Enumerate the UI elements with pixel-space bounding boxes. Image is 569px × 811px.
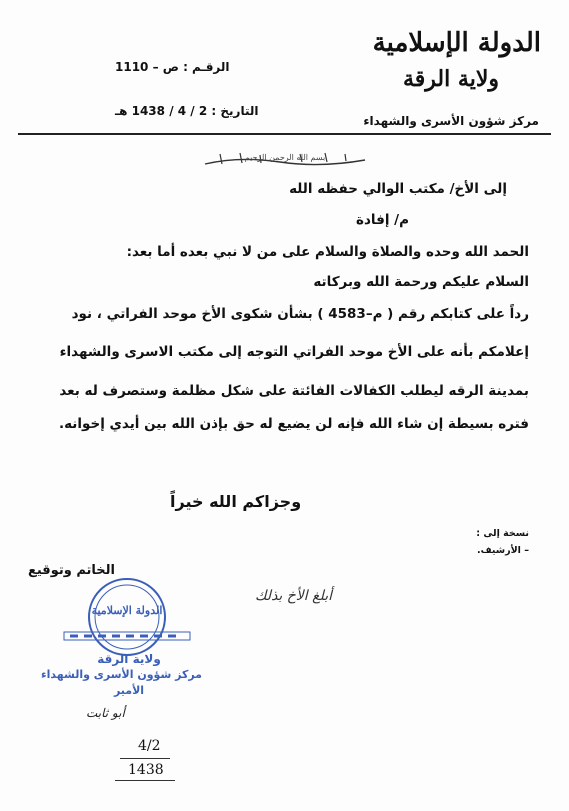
seal-province-text: ولاية الرقة [97,652,161,666]
official-seal-stamp [41,572,202,722]
letterhead-logo-province: ولاية الرقة [402,66,499,92]
letter-line: رداً على كتابكم رقم ( م–4583 ) بشأن شكوى الأخ موحد الفراتي ، نود [71,306,529,322]
handwritten-note: أبلغ الأخ بذلك [255,588,332,604]
letterhead-center-name: مركز شؤون الأسرى والشهداء [363,114,539,128]
letterhead-logo-state: الدولة الإسلامية [372,28,541,58]
letter-subject: م/ إفادة [356,212,409,228]
document-date: التاريخ : 2 / 4 / 1438 هـ [115,104,259,118]
handwritten-date-underline [115,780,175,781]
copy-to-label: نسخة إلى : [476,528,529,539]
svg-text:بسم الله الرحمن الرحيم: بسم الله الرحمن الرحيم [244,153,326,162]
seal-center-text: مركز شؤون الأسرى والشهداء [41,668,202,681]
seal-signature-label: الخاتم وتوقيع [28,563,116,578]
header-divider [18,133,551,135]
letter-line: إعلامكم بأنه على الأخ موحد الفراتي التوجه إلى مكتب الاسرى والشهداء [59,344,529,360]
letter-closing: وجزاكم الله خيراً [170,492,302,511]
handwritten-date-underline [120,758,170,759]
reference-number: الرقـم : ص – 1110 [115,60,230,74]
handwritten-date-year: 1438 [128,762,164,778]
letter-line: السلام عليكم ورحمة الله وبركاته [313,274,529,290]
svg-text:الدولة الإسلامية: الدولة الإسلامية [91,604,163,617]
handwritten-seal-signature: أبو ثابت [86,706,125,720]
letter-line: فتره بسيطة إن شاء الله فإنه لن يضيع له حق بإذن الله بين أيدي إخوانه. [58,416,529,432]
letter-addressee: إلى الأخ/ مكتب الوالي حفظه الله [289,181,507,197]
basmala-calligraphy [200,148,370,170]
letter-line: بمدينة الرقه ليطلب الكفالات الفائتة على شكل مظلمة وستصرف له بعد [59,383,529,399]
handwritten-date-day-month: 4/2 [138,738,161,754]
copy-to-item: – الأرشيف. [477,545,529,556]
letter-line: الحمد الله وحده والصلاة والسلام على من لا نبي بعده أما بعد: [126,244,529,260]
seal-title-text: الأمير [113,684,145,697]
